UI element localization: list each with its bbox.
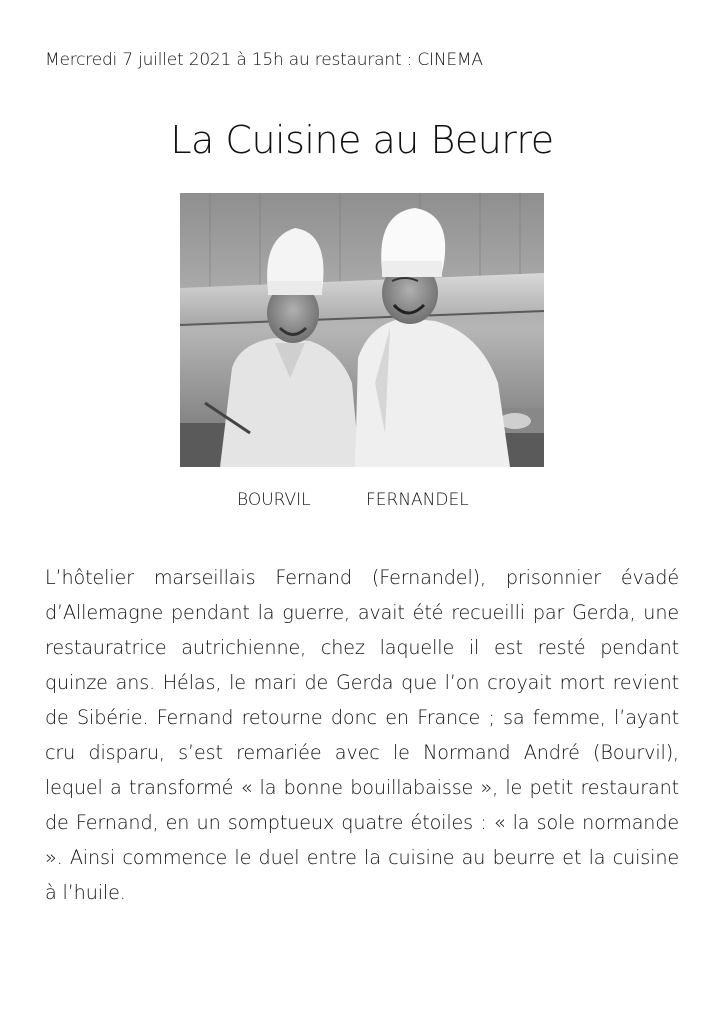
caption-fernandel: FERNANDEL [366, 490, 469, 510]
page-title: La Cuisine au Beurre [170, 118, 554, 162]
synopsis-paragraph: L’hôtelier marseillais Fernand (Fernandel), prisonnier évadé d’Allemagne pendant la guerre, avait été recueilli par Gerda, une restauratrice autrichienne, chez laquelle il est resté pendant quinze ans. Hélas, le mari de Gerda que l’on croyait mort revient de Sibérie. Fernand retourne donc en France ; sa femme, l’ayant cru disparu, s’est remariée avec le Normand André (Bourvil), lequel a transformé « la bonne bouillabaisse », le petit restaurant de Fernand, en un somptueux quatre étoiles : « la sole normande ». Ainsi commence le duel entre la cuisine au beurre et la cuisine à l’huile. [45, 566, 679, 904]
film-still-photo [180, 193, 544, 467]
event-date-line: Mercredi 7 juillet 2021 à 15h au restaurant : CINEMA [45, 50, 483, 70]
photo-of-two-chefs-icon [180, 193, 544, 467]
caption-bourvil: BOURVIL [237, 490, 311, 510]
